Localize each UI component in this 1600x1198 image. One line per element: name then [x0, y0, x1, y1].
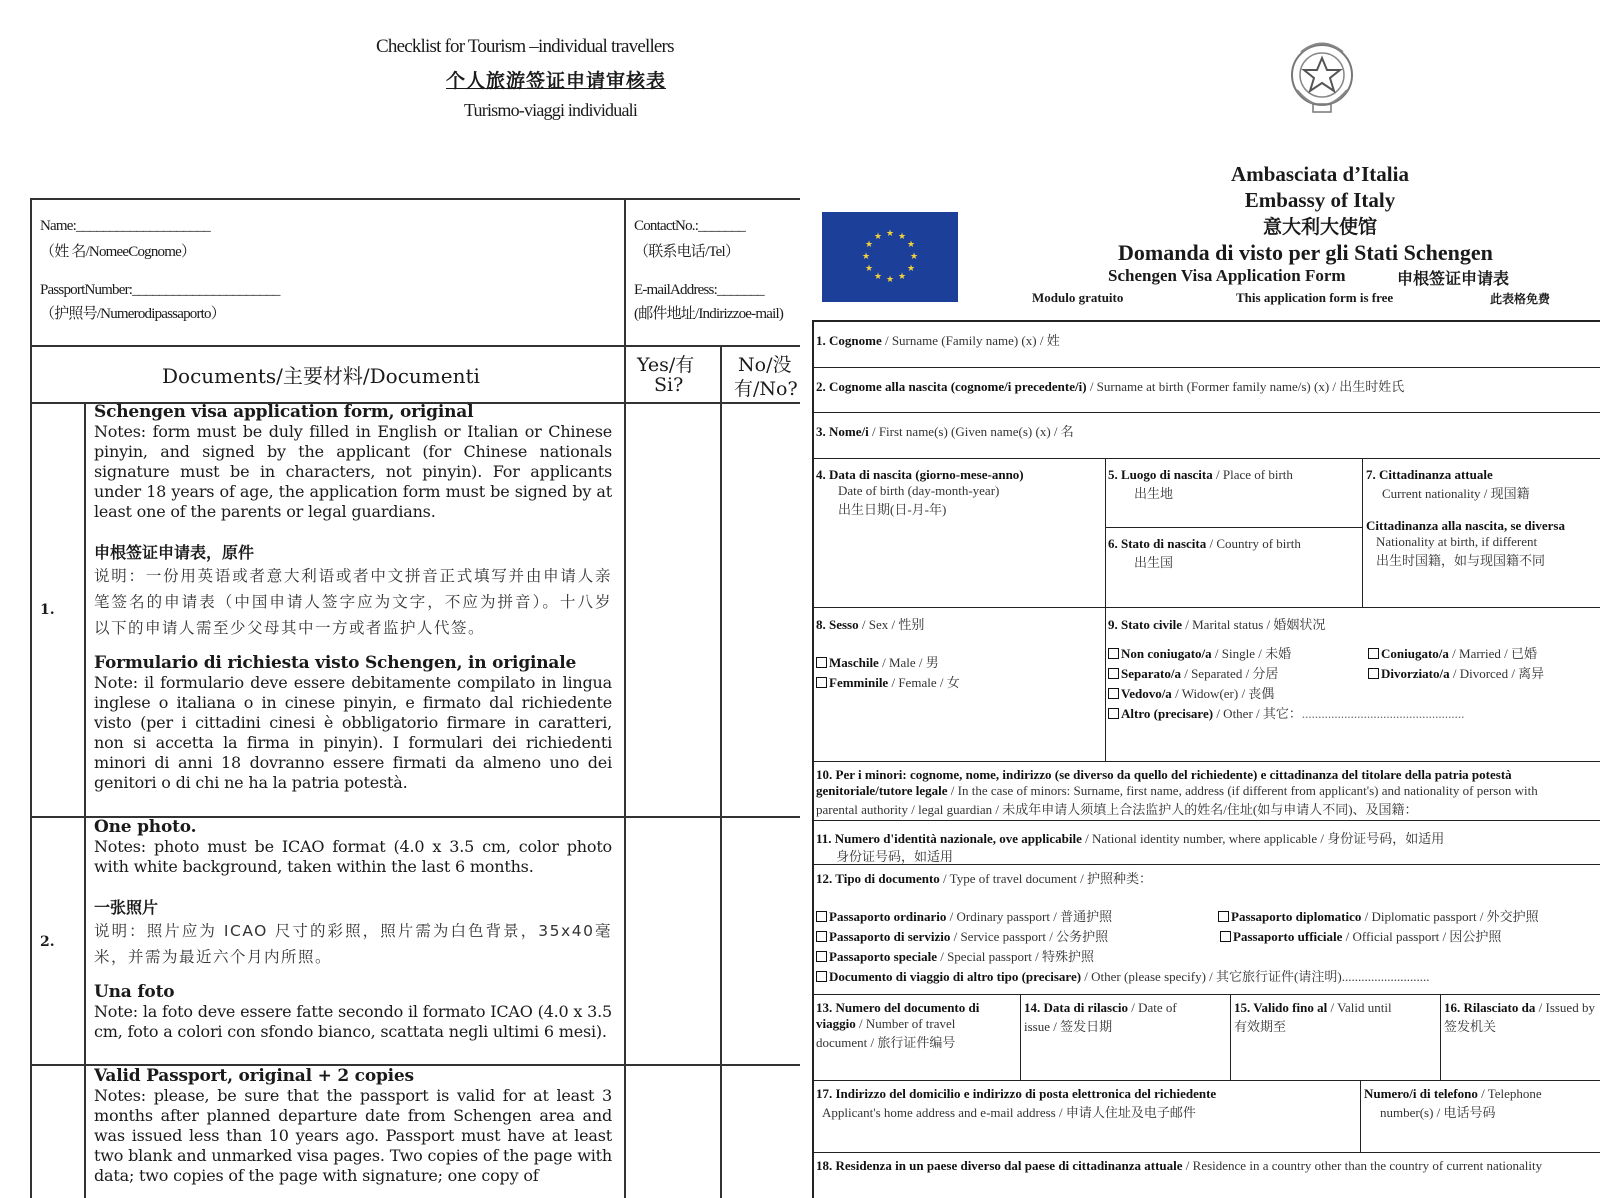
row-1-content	[94, 402, 612, 816]
svg-text:★: ★	[873, 232, 883, 242]
field-national-id[interactable]: 11. Numero d'identità nazionale, ove applicabile / National identity number, where applicable / 身份证号码，如适用	[816, 831, 1445, 846]
field-legal-guardian[interactable]: 10. Per i minori: cognome, nome, indirizzo (se diverso da quello del richiedente) e cittadinanza del titolare della patria potestà genitoriale/tutore legale / In the case of minors: Surname, first name, address (if different from applicant's) and nationality of person with parental authority / legal guardian / 未成年申请人须填上合法监护人的姓名/住址(如与申请人不同)、及国籍：	[816, 767, 1538, 817]
field-border	[812, 607, 1600, 608]
checklist-title-it: Turismo-viaggi individuali	[464, 100, 638, 120]
passport-service-option[interactable]: Passaporto di servizio / Service passport / 公务护照	[816, 926, 1108, 945]
checkbox-icon[interactable]	[816, 951, 827, 962]
marital-other-option[interactable]: Altro (precisare) / Other / 其它：..................................................	[1108, 703, 1464, 722]
svg-text:★: ★	[864, 264, 874, 274]
free-en: This application form is free	[1236, 290, 1394, 305]
field-border	[812, 761, 1600, 762]
form-title-en: Schengen Visa Application Form	[1108, 266, 1346, 285]
field-marital-status: 9. Stato civile / Marital status / 婚姻状况	[1108, 617, 1326, 632]
row-notes-en: Notes: form must be duly filled in English or Italian or Chinese pinyin, and signed by the applicant (for Chinese nationals signature must be in characters, not pinyin). For applicants under 18 years of age, the application form must be signed by at least one of the parents or legal guardians.	[94, 422, 612, 521]
sex-female-option[interactable]: Femminile / Female / 女	[816, 672, 960, 691]
form-left-border	[812, 320, 814, 1198]
free-cn: 此表格免费	[1490, 292, 1551, 306]
field-surname-at-birth[interactable]: 2. Cognome alla nascita (cognome/i precedente/i) / Surname at birth (Former family name/s) (x) / 出生时姓氏	[816, 379, 1405, 394]
checkbox-icon[interactable]	[816, 931, 827, 942]
row-2-content	[94, 817, 612, 1064]
field-document-number[interactable]: 13. Numero del documento di viaggio / Number of travel document / 旅行证件编号	[816, 1000, 980, 1050]
row-notes-it: Note: il formulario deve essere debitamente compilato in lingua inglese o italiana o in cinese pinyin, e firmato dal richiedente visto (per i cittadini cinesi è obbligatorio firmare in caratteri, non si accetta la firma in pinyin). I formulari dei richiedenti minori di anni 18 dovranno essere firmati da almeno uno dei genitori o di chi ne ha la patria potestà.	[94, 673, 612, 792]
embassy-it: Ambasciata d’Italia	[1231, 162, 1409, 186]
svg-text:★: ★	[873, 272, 883, 282]
svg-text:★: ★	[864, 240, 874, 250]
column-border	[1360, 1080, 1361, 1152]
field-valid-until[interactable]: 15. Valido fino al / Valid until 有效期至	[1234, 1000, 1392, 1034]
svg-text:★: ★	[906, 264, 916, 274]
applicant-row-border	[30, 345, 800, 347]
column-border	[1230, 994, 1231, 1080]
row-notes-cn: 说明：照片应为 ICAO 尺寸的彩照，照片需为白色背景，35x40毫米，并需为最近六个月内所照。	[94, 922, 612, 966]
checklist-title-en: Checklist for Tourism –individual travellers	[376, 36, 674, 57]
contact-field[interactable]: ContactNo.:_______	[634, 218, 746, 234]
passport-special-option[interactable]: Passaporto speciale / Special passport / 特殊护照	[816, 946, 1094, 965]
no-header: No/没	[738, 354, 792, 376]
table-yes-divider	[624, 198, 626, 1198]
row-title-it: Una foto	[94, 982, 175, 1002]
eu-flag-icon	[822, 212, 958, 302]
field-border	[812, 367, 1600, 368]
field-first-name[interactable]: 3. Nome/i / First name(s) (Given name(s) (x) / 名	[816, 424, 1074, 439]
field-country-of-birth[interactable]: 6. Stato di nascita / Country of birth 出生国	[1108, 536, 1301, 570]
row-notes-en: Notes: please, be sure that the passport is valid for at least 3 months after planned departure date from Schengen area and was issued less than 10 years ago. Passport must have at least two blank and unmarked visa pages. Two copies of the page with data; two copies of the page with signature; one copy of	[94, 1086, 612, 1185]
marital-separated-option[interactable]: Separato/a / Separated / 分居	[1108, 663, 1278, 682]
field-date-of-birth[interactable]: 4. Data di nascita (giorno-mese-anno) Date of birth (day-month-year) 出生日期(日-月-年)	[816, 467, 1024, 517]
svg-text:★: ★	[885, 229, 895, 239]
field-border	[812, 458, 1600, 459]
sex-male-option[interactable]: Maschile / Male / 男	[816, 652, 939, 671]
svg-text:★: ★	[906, 240, 916, 250]
column-border	[1440, 994, 1441, 1080]
row-title-it: Formulario di richiesta visto Schengen, in originale	[94, 653, 577, 673]
email-field-sub: (邮件地址/Indirizzoe-mail)	[634, 306, 784, 322]
marital-married-option[interactable]: Coniugato/a / Married / 已婚	[1368, 643, 1537, 662]
name-field-sub: （姓 名/NomeeCognome）	[40, 244, 196, 260]
row-title-cn: 一张照片	[94, 898, 159, 917]
checkbox-icon[interactable]	[1108, 668, 1119, 679]
form-title-it: Domanda di visto per gli Stati Schengen	[1118, 240, 1493, 265]
row-title-en: One photo.	[94, 817, 197, 837]
row-3-content	[94, 1066, 612, 1198]
contact-field-sub: （联系电话/Tel）	[634, 244, 740, 260]
field-border	[812, 412, 1600, 413]
checkbox-icon[interactable]	[1108, 688, 1119, 699]
field-border	[812, 820, 1600, 821]
form-title-cn: 申根签证申请表	[1397, 269, 1510, 288]
no-header-2: 有/No?	[734, 378, 798, 400]
svg-text:★: ★	[885, 275, 895, 285]
row-title-en: Schengen visa application form, original	[94, 402, 474, 422]
svg-text:★: ★	[909, 252, 919, 262]
checklist-title-cn: 个人旅游签证申请审核表	[446, 70, 667, 92]
yes-header-2: Si?	[654, 374, 684, 396]
svg-text:★: ★	[897, 232, 907, 242]
field-residence[interactable]: 18. Residenza in un paese diverso dal paese di cittadinanza attuale / Residence in a country other than the country of current nationality	[816, 1158, 1543, 1173]
svg-text:★: ★	[861, 252, 871, 262]
documents-header: Documents/主要材料/Documenti	[162, 364, 480, 388]
row-notes-en: Notes: photo must be ICAO format (4.0 x 3.5 cm, color photo with white background, taken within the last 6 months.	[94, 837, 612, 876]
field-issued-by[interactable]: 16. Rilasciato da / Issued by 签发机关	[1444, 1000, 1595, 1034]
field-nationality[interactable]: 7. Cittadinanza attuale Current nationality / 现国籍 Cittadinanza alla nascita, se diversa Nationality at birth, if different 出生时国籍，如与现国籍不同	[1366, 467, 1565, 568]
table-top-border	[30, 198, 800, 200]
marital-single-option[interactable]: Non coniugato/a / Single / 未婚	[1108, 643, 1291, 662]
row-notes-cn: 说明：一份用英语或者意大利语或者中文拼音正式填写并由申请人亲笔签名的申请表（中国申请人签字应为文字，不应为拼音）。十八岁以下的申请人需至少父母其中一方或者监护人代签。	[94, 567, 612, 637]
row-number: 1.	[40, 602, 55, 618]
checkbox-icon[interactable]	[816, 911, 827, 922]
field-national-id-cn: 身份证号码，如适用	[836, 849, 954, 864]
svg-text:★: ★	[897, 272, 907, 282]
field-issue-date[interactable]: 14. Data di rilascio / Date of issue / 签发日期	[1024, 1000, 1177, 1034]
field-border	[812, 994, 1600, 995]
checkbox-icon[interactable]	[816, 971, 827, 982]
field-border	[812, 1152, 1600, 1153]
field-sex: 8. Sesso / Sex / 性别	[816, 617, 925, 632]
email-field[interactable]: E-mailAddress:_______	[634, 282, 764, 298]
column-border	[1020, 994, 1021, 1080]
passport-field[interactable]: PassportNumber:______________________	[40, 282, 280, 298]
passport-official-option[interactable]: Passaporto ufficiale / Official passport / 因公护照	[1220, 926, 1501, 945]
field-document-type: 12. Tipo di documento / Type of travel document / 护照种类：	[816, 871, 1153, 886]
row-notes-it: Note: la foto deve essere fatte secondo il formato ICAO (4.0 x 3.5 cm, foto a colori con sfondo bianco, scattata negli ultimi 6 mesi).	[94, 1002, 612, 1041]
field-border	[812, 1080, 1600, 1081]
marital-widow-option[interactable]: Vedovo/a / Widow(er) / 丧偶	[1108, 683, 1274, 702]
field-home-address[interactable]: 17. Indirizzo del domicilio e indirizzo di posta elettronica del richiedente Applicant's home address and e-mail address / 申请人住址及电子邮件	[816, 1086, 1217, 1120]
schengen-application-page	[800, 0, 1600, 1198]
column-border	[1362, 458, 1363, 607]
yes-header: Yes/有	[637, 354, 695, 376]
marital-divorced-option[interactable]: Divorziato/a / Divorced / 离异	[1368, 663, 1544, 682]
passport-ordinary-option[interactable]: Passaporto ordinario / Ordinary passport / 普通护照	[816, 906, 1112, 925]
table-left-border	[30, 198, 32, 1198]
checkbox-icon[interactable]	[1108, 708, 1119, 719]
embassy-en: Embassy of Italy	[1244, 188, 1396, 212]
checkbox-icon[interactable]	[816, 677, 827, 688]
checkbox-icon[interactable]	[1108, 648, 1119, 659]
table-no-divider	[720, 346, 722, 1198]
field-border	[1105, 527, 1362, 528]
row-number: 2.	[40, 934, 55, 950]
free-it: Modulo gratuito	[1032, 290, 1124, 305]
form-top-border	[812, 320, 1600, 322]
row-title-cn: 申根签证申请表，原件	[94, 543, 255, 562]
number-column-divider	[84, 402, 86, 1198]
embassy-cn: 意大利大使馆	[1262, 216, 1377, 238]
italian-emblem-icon	[1287, 30, 1357, 120]
passport-other-option[interactable]: Documento di viaggio di altro tipo (precisare) / Other (please specify) / 其它旅行证件(请注明)...........................	[816, 966, 1429, 985]
checkbox-icon[interactable]	[1220, 931, 1231, 942]
checkbox-icon[interactable]	[1368, 648, 1379, 659]
passport-diplomatic-option[interactable]: Passaporto diplomatico / Diplomatic passport / 外交护照	[1218, 906, 1539, 925]
field-place-of-birth[interactable]: 5. Luogo di nascita / Place of birth 出生地	[1108, 467, 1293, 501]
checkbox-icon[interactable]	[816, 657, 827, 668]
field-telephone[interactable]: Numero/i di telefono / Telephone number(s) / 电话号码	[1364, 1086, 1542, 1120]
checkbox-icon[interactable]	[1218, 911, 1229, 922]
column-border	[1105, 458, 1106, 761]
row-title-en: Valid Passport, original + 2 copies	[94, 1066, 414, 1086]
checkbox-icon[interactable]	[1368, 668, 1379, 679]
field-surname[interactable]: 1. Cognome / Surname (Family name) (x) / 姓	[816, 333, 1060, 348]
name-field[interactable]: Name:____________________	[40, 218, 210, 234]
passport-field-sub: （护照号/Numerodipassaporto）	[40, 306, 225, 322]
